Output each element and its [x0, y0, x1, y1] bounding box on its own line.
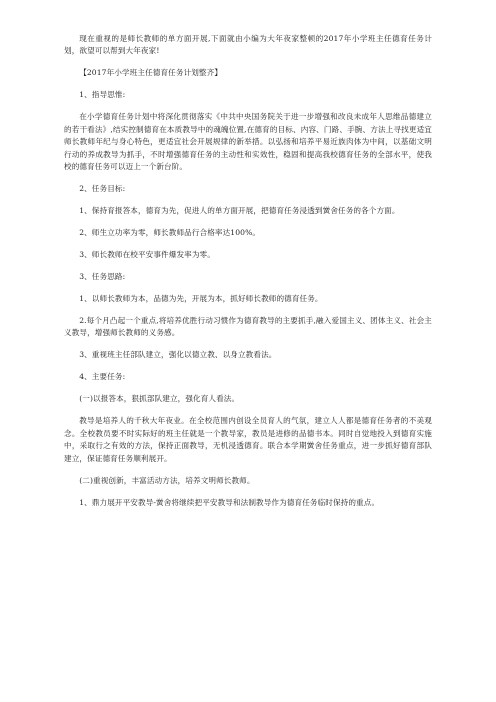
section-heading: 4、主要任务:	[79, 372, 126, 382]
body-paragraph: 教导是培养人的千秋大年夜业。在全校范围内创设全员育人的气氛，建立人人都是德育任务者的不美观念。全校教员要不时实际好的班主任就是一个教导家，教员是进修的品德书本。同时自觉地投入到德育实施中，采取行之有效的方法，保持正面教导，无机浸透德育。联合本学期黉舍任务重点，进一步抓好德育部队建立，保证德育任务顺利展开。	[64, 416, 432, 463]
list-item: 2.每个月凸起一个重点,将培养优胜行动习惯作为德育教导的主要抓手,融入爱国主义、团体主义、社会主义教导，增强师长教师的义务感。	[64, 316, 432, 338]
list-item: 1、鼎力展开平安教导-黉舍将继续把平安教导和法制教导作为德育任务临时保持的重点。	[79, 497, 380, 507]
body-paragraph: 在小学德育任务计划中将深化贯彻落实《中共中央国务院关于进一步增强和改良未成年人思维品德建立的若干看法》,结实控制德育在本质教导中的魂魄位置,在德育的目标、内容、门路、手腕、方法上寻找更适宜师长教师年纪与身心特色，更适宜社会开展规律的新举措。以弘扬和培养平易近族肉体为中间，以基础文明行动的养成教导为抓手，不时增强德育任务的主动性和实效性，稳固和提高我校德育任务的全部水平，使我校的德育任务可以迈上一个新台阶。	[64, 112, 432, 172]
section-heading: 2、任务目标:	[79, 184, 126, 194]
subsection-heading: (一)以报答本，狠抓部队建立，强化育人看法。	[79, 394, 240, 404]
section-heading: 1、指导思惟:	[79, 90, 126, 100]
list-item: 1、保持育报答本，德育为先，促进人的单方面开展，把德育任务浸透到黉舍任务的各个方面。	[79, 206, 400, 216]
subsection-heading: (二)重视创新，丰富活动方法，培养文明师长教师。	[79, 475, 255, 485]
list-item: 1、以师长教师为本，品德为先，开展为本，抓好师长教师的德育任务。	[79, 294, 323, 304]
document-title: 【2017年小学班主任德育任务计划整齐】	[79, 68, 223, 78]
intro-paragraph: 现在重视的是师长教师的单方面开展,下面就由小编为大年夜家整顿的2017年小学班主任德育任务计划，欲望可以帮到大年夜家!	[64, 34, 432, 56]
list-item: 3、师长教师在校平安事件爆发率为零。	[79, 250, 215, 260]
section-heading: 3、任务思路:	[79, 272, 126, 282]
list-item: 2、师生立功率为零，师长教师品行合格率达100%。	[79, 228, 261, 238]
list-item: 3、重视班主任部队建立，强化以德立教、以身立教看法。	[79, 350, 277, 360]
